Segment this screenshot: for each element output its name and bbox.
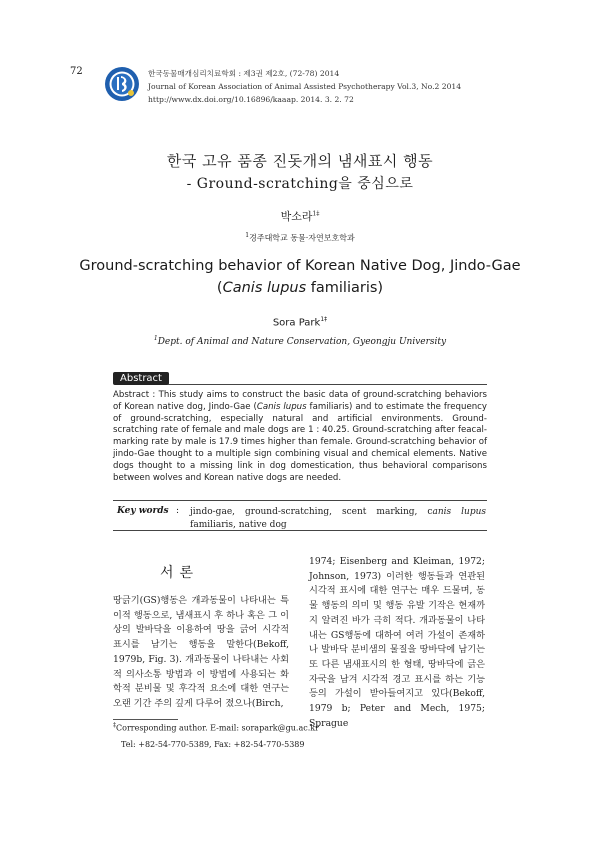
paper-title-english: Ground-scratching behavior of Korean Native Dog, Jindo-Gae bbox=[79, 258, 521, 274]
keywords-colon: : bbox=[176, 506, 180, 516]
abstract-top-rule bbox=[168, 384, 487, 385]
paper-title-korean: 한국 고유 품종 진돗개의 냄새표시 행동 bbox=[166, 152, 434, 170]
doi-link[interactable]: http://www.dx.doi.org/10.16896/kaaap. 2014. 3. 2. 72 bbox=[148, 95, 354, 104]
author-korean-mark: 1‡ bbox=[312, 210, 320, 218]
keywords-text: jindo-gae, ground-scratching, scent marking, canis lupus familiaris, native dog bbox=[190, 507, 486, 530]
affiliation-english-text: Dept. of Animal and Nature Conservation, Gyeongju University bbox=[157, 337, 447, 347]
footnote-mark: ‡ bbox=[113, 722, 116, 729]
intro-left-column: 땅긁기(GS)행동은 개과동물이 나타내는 특이적 행동으로, 냄새표시 후 하나 혹은 그 이상의 발바닥을 이용하여 땅을 긁어 시각적 표시를 남기는 행동을 말한다(Bekoff, 1979b, Fig. 3). 개과동물이 나타내는 사회적 의사소통 방법과 이 방법에 사용되는 화학적 분비물 및 후각적 요소에 대한 연구는 오랜 기간 주의 깊게 다루어 졌으나(Birch, bbox=[113, 595, 289, 709]
author-english bbox=[0, 316, 600, 328]
page-number: 72 bbox=[70, 66, 83, 77]
keywords-bottom-rule bbox=[113, 530, 487, 531]
abstract-body: Abstract : This study aims to construct the basic data of ground-scratching behaviors of Korean native dog, Jindo-Gae (Canis lupus familiaris) and to estimate the frequency of ground-scratching, especially natural and artificial environments. Ground-scratching rate of female and male dogs are 1 : 40.25. Ground-scratching after feacal-marking rate by male is 17.9 times higher than female. Ground-scratching behavior of jindo-Gae thought to a multiple sign combining visual and chemical elements. Native dogs thought to a missing link in dog domestication, thus behavioral comparisons between wolves and Korean native dogs are needed. bbox=[113, 390, 487, 483]
abstract-tag: Abstract bbox=[113, 372, 169, 385]
affiliation-korean bbox=[0, 232, 600, 244]
keywords-label: Key words bbox=[117, 506, 169, 516]
affiliation-korean-mark: 1 bbox=[245, 232, 250, 239]
intro-right-column: 1974; Eisenberg and Kleiman, 1972; Johnson, 1973) 이러한 행동들과 연관된 시각적 표시에 대한 연구는 매우 드물며, 동물 행동의 의미 및 행동 유발 기작은 현재까지 알려진 바가 극히 적다. 개과동물이 나타내는 GS행동에 대하여 여러 가설이 존재하나 발바닥 분비샘의 물질을 땅바닥에 남기는 또 다른 냄새표시의 한 형태, 땅바닥에 긁은 자국을 남겨 시각적 경고 표시를 하는 기능 등의 가설이 받아들여지고 있다(Bekoff, 1979 b; Peter and Mech, 1975; Sprague bbox=[309, 556, 485, 729]
paper-subtitle-korean: - Ground-scratching을 중심으로 bbox=[186, 176, 414, 192]
journal-title-korean: 한국동물매개심리치료학회 : 제3권 제2호, (72-78) 2014 bbox=[148, 69, 340, 78]
paper-title-english-line2: (Canis lupus familiaris) bbox=[216, 280, 384, 296]
footnote-email: ‡Corresponding author. E-mail: sorapark@gu.ac.kr bbox=[113, 722, 319, 733]
affiliation-english bbox=[0, 335, 600, 347]
affiliation-korean-text: 경주대학교 동물·자연보호학과 bbox=[249, 233, 355, 243]
footnote-phone: Tel: +82-54-770-5389, Fax: +82-54-770-5389 bbox=[121, 740, 305, 749]
footnote-rule bbox=[113, 719, 178, 720]
affiliation-english-mark: 1 bbox=[153, 335, 158, 342]
society-logo-icon bbox=[104, 66, 140, 102]
author-korean bbox=[0, 208, 600, 224]
author-english-name: Sora Park bbox=[272, 317, 321, 329]
section-heading-introduction: 서론 bbox=[160, 565, 200, 581]
abstract-bottom-rule bbox=[113, 500, 487, 501]
author-english-mark: 1‡ bbox=[320, 316, 328, 323]
species-name: Canis lupus bbox=[222, 280, 307, 296]
journal-title-english: Journal of Korean Association of Animal Assisted Psychotherapy Vol.3, No.2 2014 bbox=[148, 82, 462, 91]
author-korean-name: 박소라 bbox=[280, 210, 313, 223]
